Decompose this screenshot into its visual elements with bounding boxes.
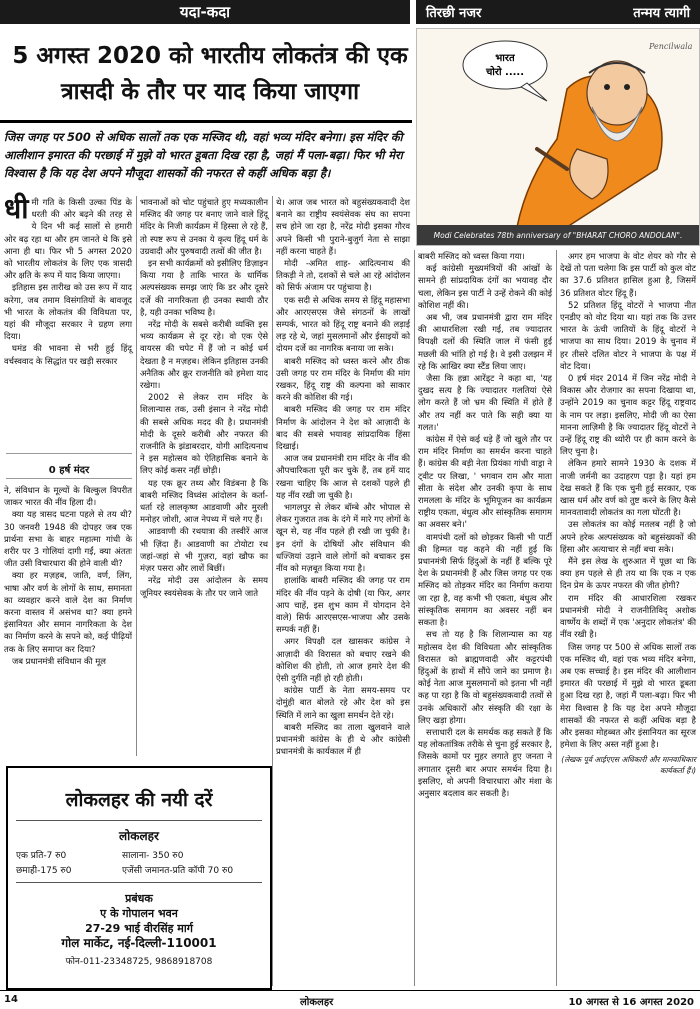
newspaper-name: लोकलहर [300,997,334,1008]
paragraph: बाबरी मस्जिद को ध्वस्त करने और ठीक उसी जगह पर राम मंदिर के निर्माण की मांग रखकर, हिंदू राष्ट्र की कल्पना को साकार करने की कोशिश की गई। [276,355,410,403]
issue-date: 10 अगस्त से 16 अगस्त 2020 [568,997,694,1008]
column-rule [272,196,273,986]
paragraph: बाबरी मस्जिद को ध्वस्त किया गया। [418,251,525,261]
annual-rate: सालाना- 350 रु0 [121,851,184,861]
author-credit: (लेखक पूर्व आईएएस अधिकारी और मानवाधिकार कार्यकर्ता हैं।) [561,755,696,776]
paragraph: ने, संविधान के मूल्यों के बिल्कुल विपरीत जाकर भारत की नींव हिला दी। [4,485,132,508]
paragraph: उस लोकतंत्र का कोई मतलब नहीं है जो अपने हरेक अल्पसंख्यक को बहुसंख्यकों की हिंसा और अत्याचार से नहीं बचा सके। [560,519,696,554]
paragraph: 2002 से लेकर राम मंदिर के शिलान्यास तक, उसी इंसान ने नरेंद्र मोदी की सबसे अधिक मदद की है। प्रधानमंत्री मोदी के दूसरे करीबी और नफरत की राजनीति के झंडाबरदार, योगी आदित्यनाथ ने इस महोत्सव को ऐतिहासिक बनाने के लिए कोई कसर नहीं छोड़ी। [140,392,268,476]
office-phone: फोन-011-23348725, 9868918708 [65,957,213,967]
paragraph: राम मंदिर की आधारशिला रखकर प्रधानमंत्री मोदी ने राजनीतिविद् अशोक वार्ष्णेय के शब्दों में एक 'अनुदार लोकतंत्र' की नींव रखी है। [560,592,696,640]
paragraph: अगर विपक्षी दल खासकर कांग्रेस ने आज़ादी की विरासत को बचाए रखने की कोशिश की होती, तो आज हमारे देश की ऐसी दुर्गति नहीं हो रही होती। [276,636,410,683]
paragraph: घमंड की भावना से भरी हुई हिंदू वर्चस्ववाद के सिद्धांत पर खड़ी सरकार [4,343,132,366]
paragraph: अगर हम भाजपा के वोट शेयर को गौर से देखें तो पता चलेगा कि इस पार्टी को कुल वोट का 37.6 प्रतिशत हासिल हुआ है, जिसमें 36 प्रतिशत वोटर हिंदू हैं। [560,251,696,298]
paragraph: सत्ताधारी दल के समर्थक कह सकते हैं कि यह लोकतांत्रिक तरीके से चुना हुई सरकार है, जिसके कामों पर मुहर लगाते हुए जनता ने लगातार दूसरी बार अपार समर्थन दिया है। इसलिए, वो अपनी विचारधारा और मंशा के अनुसार बदलाव कर सकती है। [418,726,552,798]
agency-deposit: एजेंसी जमानत-प्रति कॉपी 70 रु0 [121,866,234,876]
left-eye [604,84,610,90]
single-copy-rate: एक प्रति-7 रु0 [16,851,67,861]
paragraph: हालांकि बाबरी मस्जिद की जगह पर राम मंदिर की नींव पड़ने के दोषी (या फिर, अगर आप चाहें, इस शुभ काम में योगदान देने वाले) सिर्फ आरएसएस-भाजपा और उसके सम्पर्क नहीं हैं। [276,575,410,635]
paragraph: वामपंथी दलों को छोड़कर किसी भी पार्टी की हिम्मत यह कहने की नहीं हुई कि प्रधानमंत्री सिर्फ हिंदुओं के नहीं हैं बल्कि पूरे देश के प्रधानमंत्री हैं और जिस जगह पर एक मस्जिद को तोड़कर मंदिर का निर्माण कराया जा रहा है, वह कभी भी एकता, बंधुत्व और सांस्कृतिक समागम का अवसर नहीं बन सकता है। [418,531,552,628]
half-year-rate: छमाही-175 रु0 [16,866,72,876]
section-header [0,0,410,24]
paragraph: मी गति के किसी उल्का पिंड के धरती की ओर बढ़ने की तरह से ये दिन भी कई सालों से हमारी ओर बढ़ रहा था और हम जानते थे कि इसे आना ही था। फिर भी 5 अगस्त 2020 को भारतीय लोकतंत्र के लिए एक त्रासदी और क्षति के रूप में याद किया जाएगा। [4,197,132,281]
byline-rule-top [6,453,132,454]
headline-divider [0,120,412,123]
paragraph: कांग्रेस पार्टी के नेता समय-समय पर दोमुंही बात बोलते रहे और देश को इस स्थिति में लाने का खुला समर्थन देते रहे। [276,685,410,720]
article-column-3 [276,196,410,757]
cartoon-caption: Modi Celebrates 78th anniversary of "BHARAT CHORO ANDOLAN". [417,225,699,245]
page-number: 14 [4,994,18,1005]
office-city: गोल मार्केट, नई-दिल्ली-110001 [61,936,217,950]
paragraph: कई कांग्रेसी मुख्यमंत्रियों की आंखों के सामने ही सांप्रदायिक दंगों का भयावह दौर चला, लेकिन इस पार्टी ने उन्हें रोकने की कोई कोशिश नहीं की। [418,263,552,310]
cartoonist-name: तन्मय त्यागी [633,6,690,21]
column-rule [556,250,557,986]
rates-box [6,766,272,990]
paragraph: आडवाणी की रथयात्रा की तस्वीरें आज भी ज़िंदा हैं। आडवाणी का टोयोटा रथ जहां-जहां से भी गुज़रा, वहां खौफ का मंज़र पसरा और लाशें बिछीं। [140,526,268,574]
paragraph: यह एक क्रूर तथ्य और विडंबना है कि बाबरी मस्जिद विध्वंस आंदोलन के कर्ता-धर्ता रहे लालकृष्ण आडवाणी और मुरली मनोहर जोशी, आज नेपथ्य में चले गए हैं। [140,477,268,525]
article-column-5 [560,250,696,776]
contact-block [16,891,262,970]
article-column-4 [418,250,552,799]
paragraph: क्या हर मज़हब, जाति, वर्ण, लिंग, भाषा और वर्ण के लोगों के साथ, समानता का व्यवहार करने वाले देश का निर्माण करना वास्तव में असंभव था? क्या हमने इंसानियत और समान नागरिकता के देश का निर्माण करने के सपने को, कई पीढ़ियों तक के लिए समाप्त कर दिया? [4,570,132,654]
article-column-1b [4,484,132,667]
rates-title: लोकलहर की नयी दरें [16,774,262,821]
paragraph: नरेंद्र मोदी उस आंदोलन के समय जूनियर स्वयंसेवक के तौर पर जाने जाते [140,575,268,598]
cartoon-header [416,0,700,24]
article-column-1 [4,192,132,367]
byline: 0 हर्ष मंदर [48,465,90,476]
headline: 5 अगस्त 2020 को भारतीय लोकतंत्र की एक त्रासदी के तौर पर याद किया जाएगा [12,43,408,105]
drop-cap: धी [4,192,29,225]
manager-label: प्रबंधक [125,892,153,905]
right-eye [624,84,630,90]
paragraph: लेकिन हमारे सामने 1930 के दशक में नाजी जर्मनी का उदाहरण पड़ा है। यहां हम देख सकते हैं कि एक चुनी हुई सरकार, एक खास धर्म और वर्ण को तुष्ट करने के लिए कैसे मानवतावादी लोकतंत्र का गला घोंटती है। [560,458,696,518]
paragraph: भावनाओं को चोट पहुंचाते हुए मध्यकालीन मस्जिद की जगह पर बनाए जाने वाले हिंदू मंदिर के निजी कार्यक्रम में हिस्सा ले रहे हैं, तो स्पष्ट रूप से उनका ये कृत्य हिंदू धर्म के उग्रवादी और पुरुषवादी तत्वों की जीत है। [140,197,268,256]
office-address: 27-29 भाई वीरसिंह मार्ग [85,922,193,935]
paragraph: थे। आज जब भारत को बहुसंख्यकवादी देश बनाने का राष्ट्रीय स्वयंसेवक संघ का सपना सच होने जा रहा है, नरेंद्र मोदी इसका गौरव अपने किसी भी पुराने-बुजुर्ग नेता से साझा नहीं करना चाहते हैं। [276,197,410,256]
paragraph: जैसा कि हन्ना आरेंड्ट ने कहा था, 'यह दुखद सत्य है कि ज्यादातर गलतियां ऐसे लोग करते हैं जो भ्रम की स्थिति में होते हैं और तय नहीं कर पाते कि सही क्या या गलत।' [418,373,552,432]
speech-line-1: भारत [495,53,515,64]
paragraph: कांग्रेस में ऐसे कई धड़े हैं जो खुले तौर पर राम मंदिर निर्माण का समर्थन करना चाहते हैं। कांग्रेस की बड़ी नेता प्रियंका गांधी वाड्रा ने ट्वीट पर लिखा, ' भगवान राम और माता सीता के संदेश और उनकी कृपा के साथ रामलला के मंदिर के भूमिपूजन का कार्यक्रम राष्ट्रीय एकता, बंधुत्व और सांस्कृतिक समागम का अवसर बने।' [418,434,552,530]
paragraph: मोदी -अमित शाह- आदित्यनाथ की तिकड़ी ने तो, दशकों से चले आ रहे आंदोलन को सिर्फ अंजाम पर पहुंचाया है। [276,258,410,293]
speech-line-2: चोरो ..... [485,67,525,78]
section-title: यदा-कदा [179,3,231,21]
paragraph: 0 हर्ष मंदर 2014 में जिन नरेंद्र मोदी ने विकास और रोजगार का सपना दिखाया था, उन्होंने 2019 का चुनाव कट्टर हिंदू राष्ट्रवाद के नाम पर लड़ा। इसलिए, मोदी जी का ऐसा मानना लाज़िमी है कि ज्यादातर हिंदू वोटरों ने उन्हें हिंदू राष्ट्र की थ्योरी पर ही काम करने के लिए चुना है। [560,373,696,457]
footer-rule [0,990,700,991]
rates-subtitle: लोकलहर [119,829,159,843]
cartoon-illustration [417,29,700,227]
paragraph: बाबरी मस्जिद का ताला खुलवाने वाले प्रधानमंत्री कांग्रेस के ही थे और कांग्रेसी प्रधानमंत्री के कार्यकाल में ही [276,721,410,757]
cartoonist-signature: Pencilwala [649,42,693,51]
standfirst: जिस जगह पर 500 से अधिक सालों तक एक मस्जिद थी, वहां भव्य मंदिर बनेगा। इस मंदिर की आलीशान इमारत की परछाई में मुझे वो भारत डूबता दिख रहा है, जहां मैं पला-बढ़ा। फिर भी मेरा विश्वास है कि यह देश अपने मौजूदा शासकों की नफरत से कहीं अधिक बड़ा है। [4,130,403,180]
paragraph: सच तो यह है कि शिलान्यास का यह महोत्सव देश की विविधता और सांस्कृतिक विरासत को ब्राह्मणवादी और कट्टरपंथी हिंदुओं के हाथों में सौंपे जाने का प्रमाण है। कोई नेता आज मुसलमानों को इतना भी नहीं कह पा रहा है कि वो बहुसंख्यकवादी तत्वों से उनके अधिकारों और संस्कृति की रक्षा के लिए खड़ा होगा। [418,629,552,725]
paragraph: जिस जगह पर 500 से अधिक सालों तक एक मस्जिद थी, वहां एक भव्य मंदिर बनेगा, अब एक सच्चाई है। इस मंदिर की आलीशान इमारत की परछाई में मुझे वो भारत डूबता हुआ दिख रहा है, जहां मैं पला-बढ़ा। फिर भी मेरा विश्वास है कि यह देश अपने मौजूदा शासकों की नफरत से कहीं अधिक बड़ा है और इसका मोहब्बत और इंसानियत का सूरज हमेशा के लिए अस्त नहीं हुआ है। [560,641,696,750]
column-rule [136,196,137,756]
speech-bubble-tail [521,83,547,101]
paragraph: नरेंद्र मोदी के सबसे करीबी व्यक्ति इस भव्य कार्यक्रम से दूर रहे। वो एक ऐसे वायरस की चपेट में हैं जो न कोई धर्म देखता है न मज़हब। लेकिन इतिहास उनकी अनैतिक और क्रूर राजनीति को हमेशा याद रखेगा। [140,319,268,391]
paragraph: जब प्रधानमंत्री संविधान की मूल [12,655,106,666]
column-5-paragraphs [560,250,696,750]
byline-rule-bottom [6,478,132,479]
office-name: ए के गोपालन भवन [100,907,178,920]
paragraph: एक सदी से अधिक समय से हिंदू महासभा और आरएसएस जैसे संगठनों के लाखों सम्पर्क, भारत को हिंदू राष्ट्र बनाने की लड़ाई लड़ रहे थे, जहां मुसलमानों और ईसाइयों को दोयम दर्जे का नागरिक बनाया जा सके। [276,294,410,354]
paragraph: अब भी, जब प्रधानमंत्री द्वारा राम मंदिर की आधारशिला रखी गई, तब ज्यादातर विपक्षी दलों की स्थिति जाल में फंसी हुई मछली की भांति हो गई है। वे इसी उलझन में रहे कि आखिर क्या स्टैंड लिया जाए। [418,312,552,371]
speech-bubble [463,41,547,89]
paragraph: मैंने इस लेख के शुरुआत में पूछा था कि क्या हम पहले से ही तय था कि एक न एक दिन प्रेम के ऊपर नफरत की जीत होगी? [560,556,696,591]
cartoon [416,28,700,246]
article-column-2 [140,196,268,599]
paragraph: 52 प्रतिशत हिंदू वोटरों ने भाजपा नीत एनडीए को वोट दिया था। यहां तक कि उत्तर भारत के ऊंची जातियों के हिंदू वोटरों ने भाजपा का साथ दिया। 2019 के चुनाव में हर तीसरे दलित वोटर ने भाजपा के पक्ष में वोट दिया। [560,299,696,371]
paragraph: क्या यह त्रासद घटना पहले से तय थी? 30 जनवरी 1948 की दोपहर जब एक प्रार्थना सभा के बाहर महात्मा गांधी के शरीर पर 3 गोलियां दागी गईं, क्या अंततः जीत उसी विचारधारा की होने वाली थी? [4,509,132,569]
paragraph: बाबरी मस्जिद की जगह पर राम मंदिर निर्माण के आंदोलन ने देश को आज़ादी के बाद की सबसे भयावह सांप्रदायिक हिंसा दिखाई। [276,404,410,452]
paragraph: इन सभी कार्यक्रमों को इसीलिए डिज़ाइन किया गया है ताकि भारत के धार्मिक अल्पसंख्यक समझ जाएं कि डर और दूसरे दर्जे की नागरिकता ही उनका स्थायी ठौर है, यही उनका भविष्य है। [140,258,268,317]
paragraph: आज जब प्रधानमंत्री राम मंदिर के नींव की औपचारिकता पूरी कर चुके हैं, तब हमें याद रखना चाहिए कि आज से दशकों पहले ही यह नींव रखी जा चुकी है। [276,453,410,500]
cartoon-section-title: तिरछी नजर [426,6,482,21]
column-rule [414,250,415,986]
paragraph: इतिहास इस तारीख को उस रूप में याद करेगा, जब तमाम विसंगतियों के बावजूद भी भारत के लोकतंत्र की विविधता पर, यहां की मौजूदा सरकार ने ग्रहण लगा दिया। [4,282,132,342]
rates-grid [16,848,262,883]
paragraph: भागलपुर से लेकर बॉम्बे और भोपाल से लेकर गुजरात तक के दंगे में मारे गए लोगों के खून से, यह नींव पहले ही रखी जा चुकी है। इन दंगों के दोषियों और संविधान की धज्जियां उड़ाने वाले लोगों को बचाकर इस नींव को मज़बूत किया गया है। [276,502,410,574]
